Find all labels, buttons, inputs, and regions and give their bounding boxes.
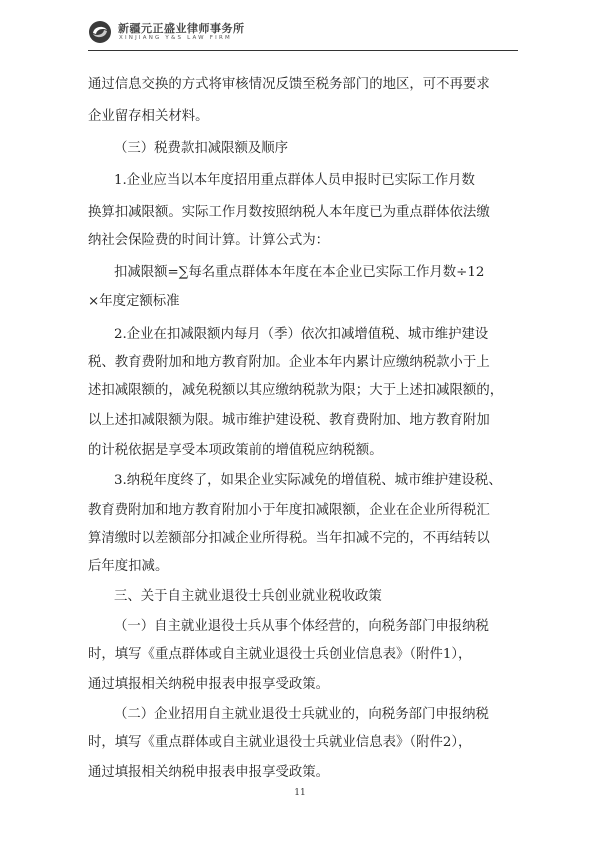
formula-line: 扣减限额=∑每名重点群体本年度在本企业已实际工作月数÷12 [114,265,485,280]
text-line: 后年度扣减。 [88,559,169,574]
firm-name-en: XINJIANG Y&S LAW FIRM [119,35,232,41]
text-line: 税、教育费附加和地方教育附加。企业本年内累计应缴纳税款小于上 [88,355,490,370]
text-line: 企业留存相关材料。 [88,109,209,124]
text-line: 以上述扣减限额为限。城市维护建设税、教育费附加、地方教育附加 [88,413,490,428]
text-line: 通过填报相关纳税申报表申报享受政策。 [88,765,330,780]
text-line: （二）企业招用自主就业退役士兵就业的，向税务部门申报纳税 [114,707,489,722]
section-heading: （三）税费款扣减限额及顺序 [114,141,289,156]
text-line: 的计税依据是享受本项政策前的增值税应纳税额。 [88,443,383,458]
text-line: 时，填写《重点群体或自主就业退役士兵就业信息表》（附件2）， [88,735,472,750]
page-header [88,18,528,52]
text-line: 时，填写《重点群体或自主就业退役士兵创业信息表》（附件1）， [88,647,472,662]
text-line: 述扣减限额的，减免税额以其应缴纳税款为限；大于上述扣减限额的， [88,383,504,398]
text-line: 算清缴时以差额部分扣减企业所得税。当年扣减不完的，不再结转以 [88,531,490,546]
text-line: 通过信息交换的方式将审核情况反馈至税务部门的地区，可不再要求 [88,77,490,92]
text-line: 通过填报相关纳税申报表申报享受政策。 [88,677,330,692]
text-line: 教育费附加和地方教育附加小于年度扣减限额，企业在企业所得税汇 [88,503,490,518]
header-divider [88,50,518,51]
text-line: 换算扣减限额。实际工作月数按照纳税人本年度已为重点群体依法缴 [88,205,490,220]
firm-name-cn: 新疆元正盛业律师事务所 [118,22,245,35]
page-number: 11 [294,788,306,798]
text-line: （一）自主就业退役士兵从事个体经营的，向税务部门申报纳税 [114,619,489,634]
text-line: 3.纳税年度终了，如果企业实际减免的增值税、城市维护建设税、 [114,473,502,488]
text-line: 2.企业在扣减限额内每月（季）依次扣减增值税、城市维护建设 [114,327,489,342]
section-heading: 三、关于自主就业退役士兵创业就业税收政策 [114,589,382,604]
text-line: 1.企业应当以本年度招用重点群体人员申报时已实际工作月数 [114,173,475,188]
swirl-logo-icon [88,20,112,44]
formula-line: ×年度定额标准 [88,294,180,309]
text-line: 纳社会保险费的时间计算。计算公式为： [88,233,330,248]
